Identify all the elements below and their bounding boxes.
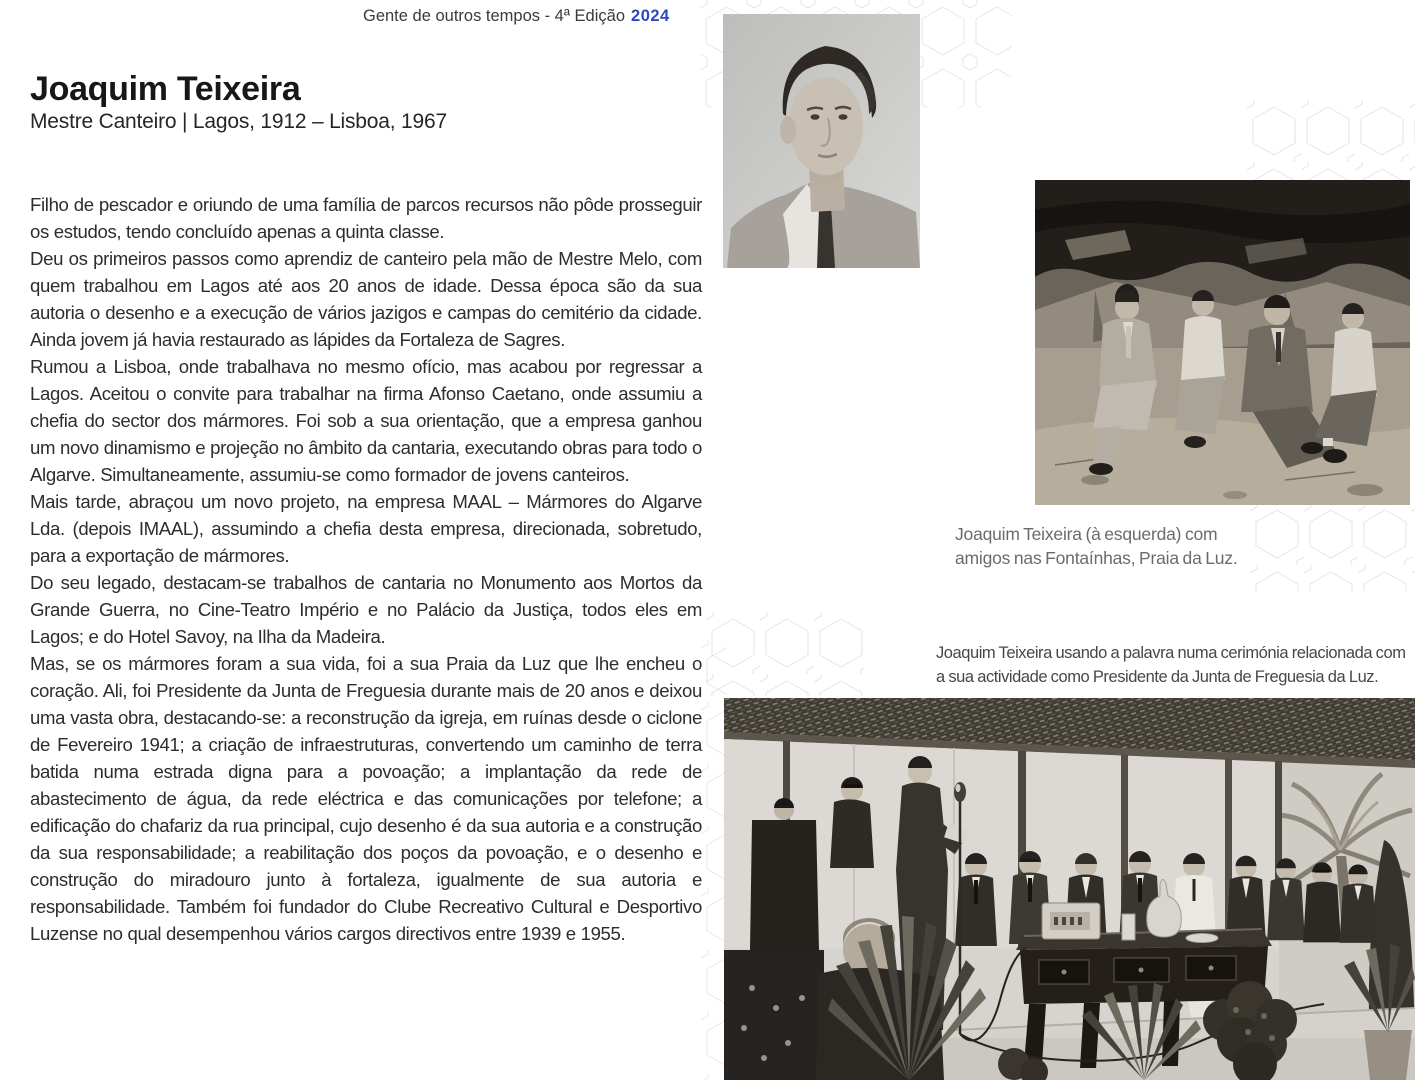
bio-paragraph: Mas, se os mármores foram a sua vida, foi a sua Praia da Luz que lhe encheu o coração. Ali, foi Presidente da Junta de Freguesia durante mais de 20 anos e deixou uma vasta obra, destacando-se: a reconstrução da igreja, em ruínas desde o ciclone de Fevereiro 1941; a criação de infraestruturas, convertendo um caminho de terra batida numa estrada digna para a povoação; a implantação da rede de abastecimento de água, da rede eléctrica e das comunicações por telefone; a edificação do chafariz da rua principal, cujo desenho é da sua autoria e a construção da sua responsabilidade; a reabilitação dos poços da povoação, e o desenho e construção do miradouro junto à fortaleza, igualmente de sua autoria e responsabilidade. Também foi fundador do Clube Recreativo Cultural e Desportivo Luzense no qual desempenhou vários cargos directivos entre 1939 e 1955.: [30, 653, 702, 944]
edition-year: 2024: [631, 7, 670, 25]
bio-paragraph: Mais tarde, abraçou um novo projeto, na empresa MAAL – Mármores do Algarve Lda. (depois IMAAL), assumindo a chefia desta empresa, direcionada, sobretudo, para a exportação de mármores.: [30, 491, 702, 566]
ceremony-photo-caption: Joaquim Teixeira usando a palavra numa cerimónia relacionada com a sua actividade como Presidente da Junta de Freguesia da Luz.: [936, 644, 1406, 686]
hex-pattern-decor-mid: [1247, 100, 1415, 182]
profile-subtitle: Mestre Canteiro | Lagos, 1912 – Lisboa, 1967: [30, 110, 447, 133]
portrait-photo: [723, 14, 920, 268]
bio-paragraph: Do seu legado, destacam-se trabalhos de cantaria no Monumento aos Mortos da Grande Guerra, no Cine-Teatro Império e no Palácio da Justiça, todos eles em Lagos; e do Hotel Savoy, na Ilha da Madeira.: [30, 572, 702, 647]
ceremony-photo: [724, 698, 1415, 1080]
page-header: [363, 7, 670, 26]
page-title: Joaquim Teixeira: [30, 70, 301, 108]
hex-pattern-decor-left: [706, 612, 864, 696]
group-photo: [1035, 180, 1410, 505]
group-photo-caption: Joaquim Teixeira (à esquerda) com amigos nas Fontaínhas, Praia da Luz.: [955, 524, 1238, 568]
bio-paragraph: Rumou a Lisboa, onde trabalhava no mesmo ofício, mas acabou por regressar a Lagos. Aceitou o convite para trabalhar na firma Afonso Caetano, onde assumiu a chefia do sector dos mármores. Foi sob a sua orientação, que a empresa ganhou um novo dinamismo e projeção no âmbito da cantaria, executando obras para todo o Algarve. Simultaneamente, assumiu-se como formador de jovens canteiros.: [30, 356, 702, 485]
bio-paragraph: Filho de pescador e oriundo de uma família de parcos recursos não pôde prosseguir os estudos, tendo concluído apenas a quinta classe.: [30, 194, 702, 242]
booklet-title: Gente de outros tempos - 4ª Edição: [363, 7, 626, 25]
biography-text: [30, 191, 702, 947]
bio-paragraph: Deu os primeiros passos como aprendiz de canteiro pela mão de Mestre Melo, com quem trabalhou em Lagos até aos 20 anos de idade. Dessa época são da sua autoria o desenho e a execução de vários jazigos e campas do cemitério da cidade. Ainda jovem já havia restaurado as lápides da Fortaleza de Sagres.: [30, 248, 702, 350]
hex-pattern-decor-caption: [1250, 503, 1415, 591]
